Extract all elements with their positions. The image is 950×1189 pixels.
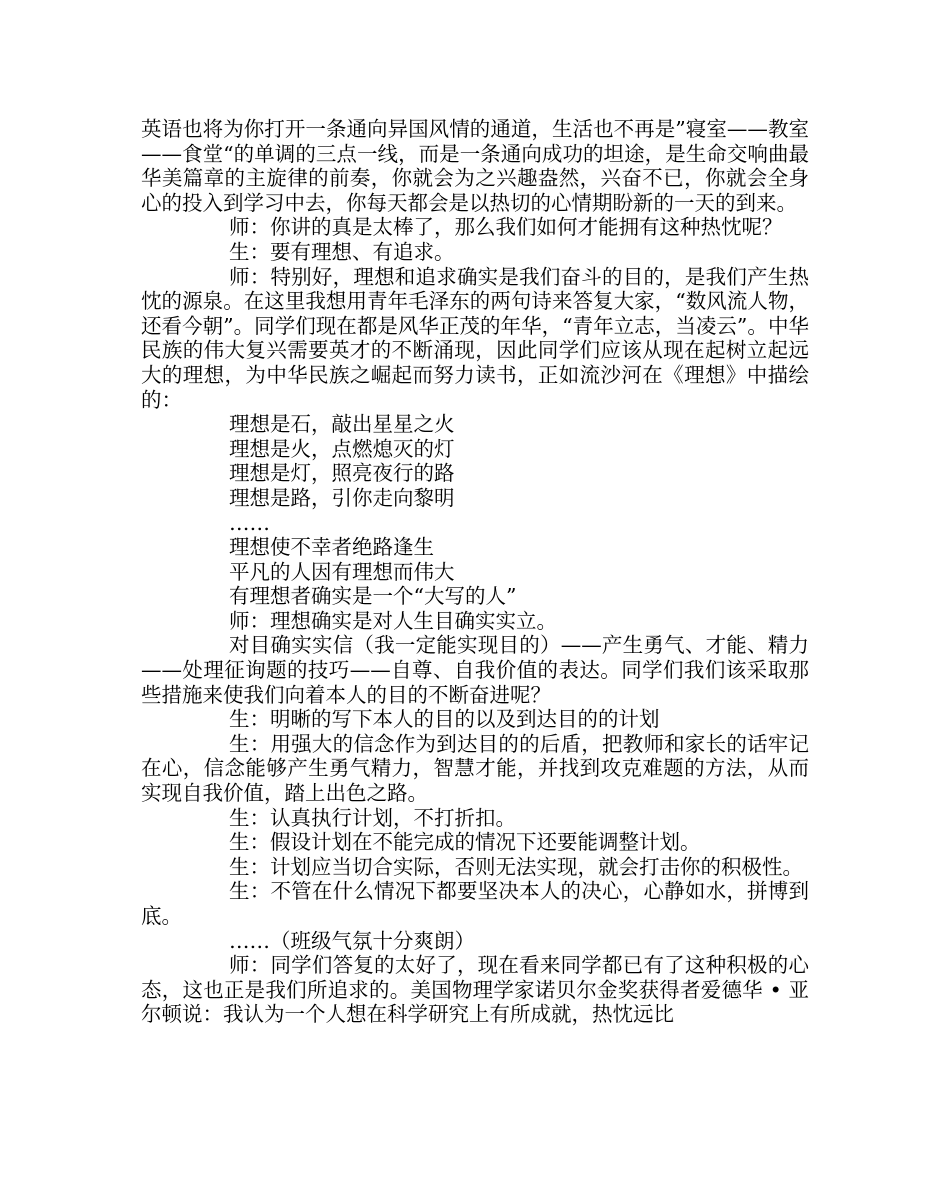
student-line: 生：假设计划在不能完成的情况下还要能调整计划。 — [229, 830, 701, 855]
poem-line: 理想是火，点燃熄灭的灯 — [229, 436, 455, 461]
student-line: 生：用强大的信念作为到达目的的后盾，把教师和家长的话牢记在心，信念能够产生勇气精力，智慧才能，并找到攻克难题的方法，从而实现自我价值，踏上出色之路。 — [141, 731, 809, 806]
poem-line: 有理想者确实是一个“大写的人” — [229, 584, 517, 609]
student-line: 生：计划应当切合实际，否则无法实现，就会打击你的积极性。 — [229, 854, 803, 879]
teacher-line: 师：同学们答复的太好了，现在看来同学都已有了这种积极的心态，这也正是我们所追求的。美国物理学家诺贝尔金奖获得者爱德华 • 亚尔顿说：我认为一个人想在科学研究上有所成就，热忱远比 — [141, 953, 809, 1027]
teacher-line: 师：理想确实是对人生目确实实立。 — [229, 608, 557, 633]
document-page — [141, 117, 809, 1027]
poem-line: 平凡的人因有理想而伟大 — [229, 559, 455, 584]
student-line: 生：要有理想、有追求。 — [229, 239, 455, 264]
teacher-line: 师：你讲的真是太棒了，那么我们如何才能拥有这种热忱呢？ — [229, 215, 783, 240]
paragraph: 英语也将为你打开一条通向异国风情的通道，生活也不再是”寝室——教室——食堂“的单调的三点一线，而是一条通向成功的坦途，是生命交响曲最华美篇章的主旋律的前奏，你就会为之兴趣盎然，兴奋不已，你就会全身心的投入到学习中去，你每天都会是以热切的心情期盼新的一天的到来。 — [141, 117, 809, 215]
poem-line: 理想是石，敲出星星之火 — [229, 412, 455, 437]
paragraph: 对目确实实信（我一定能实现目的）——产生勇气、才能、精力——处理征询题的技巧——自尊、自我价值的表达。同学们我们该采取那些措施来使我们向着本人的目的不断奋进呢？ — [141, 633, 809, 707]
poem-ellipsis: …… — [229, 510, 270, 535]
poem-line: 理想是路，引你走向黎明 — [229, 485, 455, 510]
stage-note: ……（班级气氛十分爽朗） — [229, 928, 475, 953]
student-line: 生：认真执行计划，不打折扣。 — [229, 805, 516, 830]
student-line: 生：不管在什么情况下都要坚决本人的决心，心静如水，拼博到底。 — [141, 879, 809, 928]
teacher-line: 师：特别好，理想和追求确实是我们奋斗的目的，是我们产生热忱的源泉。在这里我想用青年毛泽东的两句诗来答复大家，“数风流人物，还看今朝”。同学们现在都是风华正茂的年华，“青年立志，当凌云”。中华民族的伟大复兴需要英才的不断涌现，因此同学们应该从现在起树立起远大的理想，为中华民族之崛起而努力读书，正如流沙河在《理想》中描绘的： — [141, 264, 809, 412]
student-line: 生：明晰的写下本人的目的以及到达目的的计划 — [229, 707, 660, 732]
poem-line: 理想是灯，照亮夜行的路 — [229, 461, 455, 486]
poem-line: 理想使不幸者绝路逢生 — [229, 535, 434, 560]
